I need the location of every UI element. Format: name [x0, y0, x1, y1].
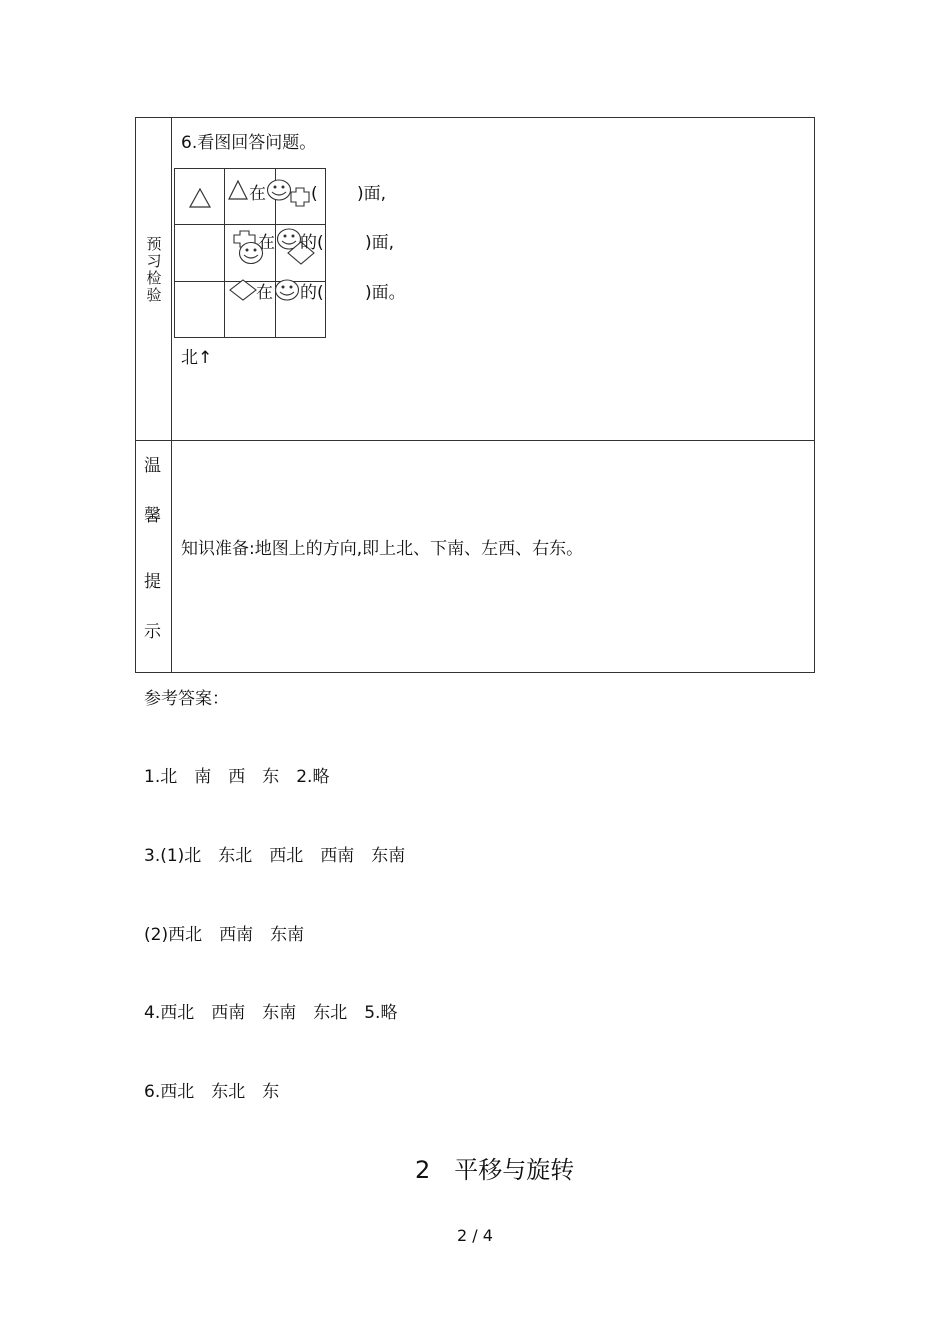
grid-line3-part2: 的(: [300, 283, 324, 303]
grid-line2-part1: 在: [258, 233, 275, 253]
smiley-icon: [274, 279, 300, 303]
section-label-preview: 预 习 检 验: [146, 235, 162, 304]
grid-line1-part1: 在: [249, 184, 266, 204]
grid-line3-part3: )面。: [365, 283, 406, 303]
answer-line: 6.西北 东北 东: [144, 1082, 280, 1102]
answers-heading: 参考答案：: [144, 689, 229, 709]
north-indicator: 北↑: [181, 348, 213, 368]
question-6-title: 6.看图回答问题。: [181, 133, 317, 153]
next-section-title: 2 平移与旋转: [415, 1156, 575, 1184]
grid-line3-part1: 在: [256, 283, 273, 303]
grid-line2-part2: 的(: [300, 233, 324, 253]
triangle-icon: [227, 179, 249, 201]
grid-line1-part3: )面,: [357, 184, 387, 204]
answer-line: 1.北 南 西 东 2.略: [144, 767, 330, 787]
answer-line: 4.西北 西南 东南 东北 5.略: [144, 1003, 398, 1023]
grid-line1-part2: (: [311, 184, 318, 204]
cross-shape-icon: [289, 186, 311, 208]
triangle-icon: [188, 187, 212, 209]
grid-line2-part3: )面,: [365, 233, 395, 253]
tip-text: 知识准备:地图上的方向,即上北、下南、左西、右东。: [181, 539, 584, 559]
page-number: 2 / 4: [457, 1226, 493, 1245]
answer-line: 3.(1)北 东北 西北 西南 东南: [144, 846, 406, 866]
answer-line: (2)西北 西南 东南: [144, 925, 305, 945]
diamond-icon: [228, 279, 258, 301]
